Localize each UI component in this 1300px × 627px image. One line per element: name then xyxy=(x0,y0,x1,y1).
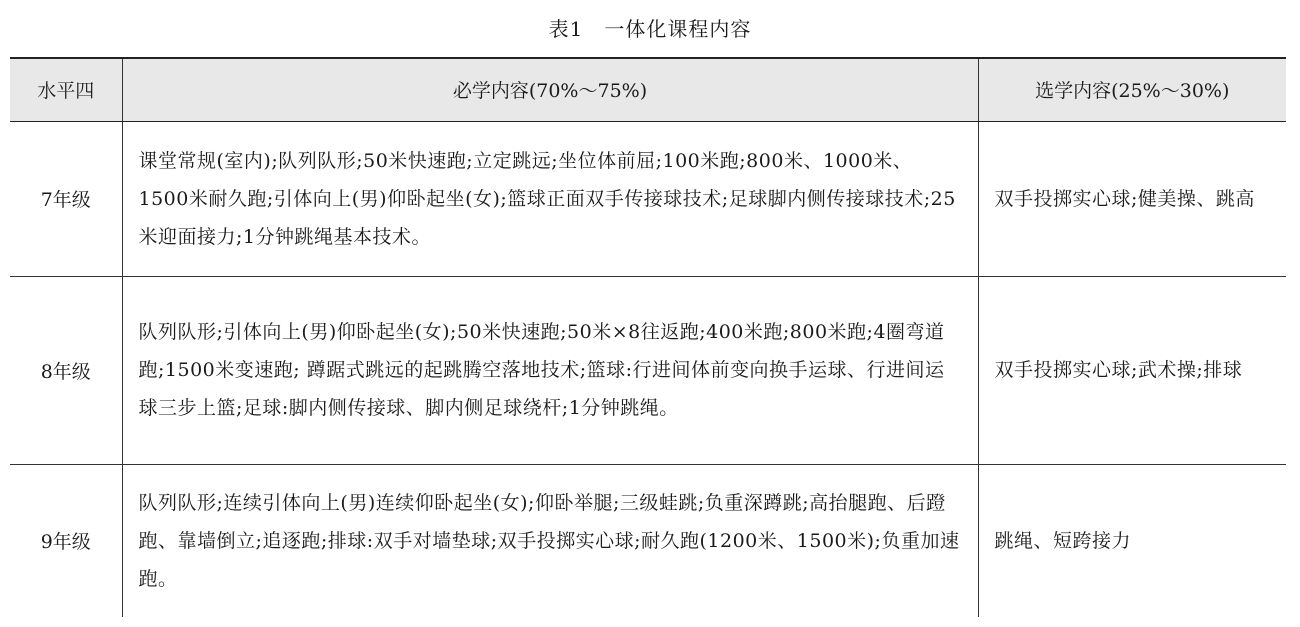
grade-cell: 8年级 xyxy=(10,276,122,464)
required-content-cell: 队列队形;连续引体向上(男)连续仰卧起坐(女);仰卧举腿;三级蛙跳;负重深蹲跳;高抬腿跑、后蹬跑、靠墙倒立;追逐跑;排球:双手对墙垫球;双手投掷实心球;耐久跑(1200米、1500米);负重加速跑。 xyxy=(122,464,978,617)
required-content-cell: 课堂常规(室内);队列队形;50米快速跑;立定跳远;坐位体前屈;100米跑;800米、1000米、1500米耐久跑;引体向上(男)仰卧起坐(女);篮球正面双手传接球技术;足球脚内侧传接球技术;25米迎面接力;1分钟跳绳基本技术。 xyxy=(122,121,978,276)
curriculum-table xyxy=(10,57,1286,617)
optional-content-cell: 跳绳、短跨接力 xyxy=(994,529,1132,552)
header-optional: 选学内容(25%～30%) xyxy=(978,58,1286,121)
table-header-row xyxy=(10,58,1286,121)
grade-cell: 7年级 xyxy=(10,121,122,276)
optional-content-cell: 双手投掷实心球;健美操、跳高 xyxy=(978,121,1286,276)
table-row xyxy=(10,121,1286,276)
grade-cell: 9年级 xyxy=(10,464,122,617)
curriculum-table-container xyxy=(10,57,1286,617)
header-level: 水平四 xyxy=(10,58,122,121)
optional-content-cell: 双手投掷实心球;武术操;排球 xyxy=(978,276,1286,464)
table-row xyxy=(10,464,1286,617)
header-required: 必学内容(70%～75%) xyxy=(122,58,978,121)
table-row xyxy=(10,276,1286,464)
required-content-cell: 队列队形;引体向上(男)仰卧起坐(女);50米快速跑;50米×8往返跑;400米跑;800米跑;4圈弯道跑;1500米变速跑; 蹲踞式跳远的起跳腾空落地技术;篮球:行进间体前变向换手运球、行进间运球三步上篮;足球:脚内侧传接球、脚内侧足球绕杆;1分钟跳绳。 xyxy=(122,276,978,464)
table-caption: 表1 一体化课程内容 xyxy=(548,17,752,41)
